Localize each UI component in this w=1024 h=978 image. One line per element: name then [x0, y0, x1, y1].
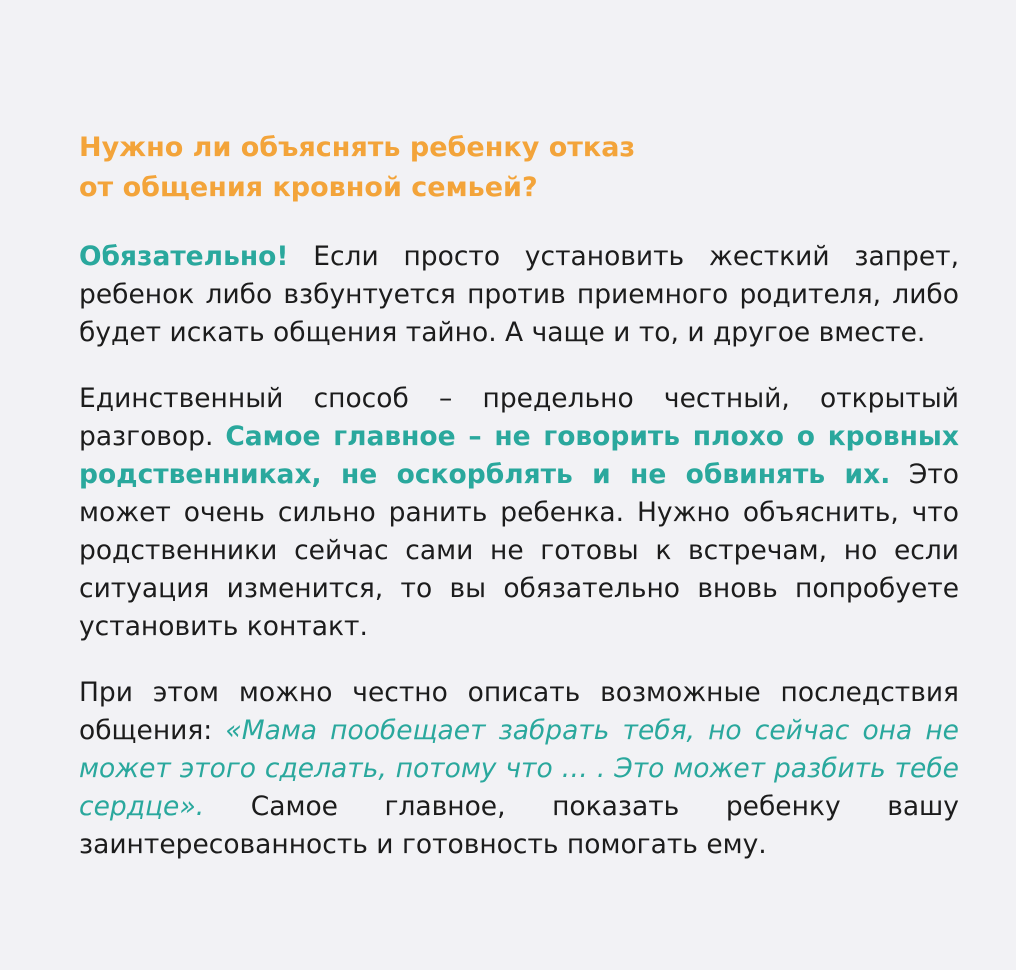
paragraph-2-highlight: Самое главное – не говорить плохо о кровных родственниках, не оскорблять и не обвинять их.	[79, 421, 959, 490]
paragraph-1-lead: Обязательно!	[79, 241, 289, 272]
paragraph-3-text-after: Самое главное, показать ребенку вашу заинтересованность и готовность помогать ему.	[79, 791, 959, 860]
page-bottom-edge	[0, 970, 1016, 978]
paragraph-1	[79, 238, 959, 352]
paragraph-2	[79, 380, 959, 646]
article	[79, 128, 959, 864]
page-edge	[1016, 0, 1024, 978]
paragraph-3	[79, 674, 959, 864]
paragraph-2-text-after: Это может очень сильно ранить ребенка. Нужно объяснить, что родственники сейчас сами не готовы к встречам, но если ситуация изменится, то вы обязательно вновь попробуете установить контакт.	[79, 459, 959, 642]
heading-line-1: Нужно ли объяснять ребенку отказ	[79, 132, 636, 163]
paragraph-3-quote: «Мама пообещает забрать тебя, но сейчас она не может этого сделать, потому что … . Это может разбить тебе сердце».	[79, 715, 959, 822]
paragraph-3-text-before: При этом можно честно описать возможные последствия общения:	[79, 677, 959, 746]
article-heading	[79, 128, 959, 208]
heading-line-2: от общения кровной семьей?	[79, 172, 538, 203]
paragraph-2-text-before: Единственный способ – предельно честный, открытый разговор.	[79, 383, 959, 452]
paragraph-1-text: Если просто установить жесткий запрет, ребенок либо взбунтуется против приемного родителя, либо будет искать общения тайно. А чаще и то, и другое вместе.	[79, 241, 959, 348]
